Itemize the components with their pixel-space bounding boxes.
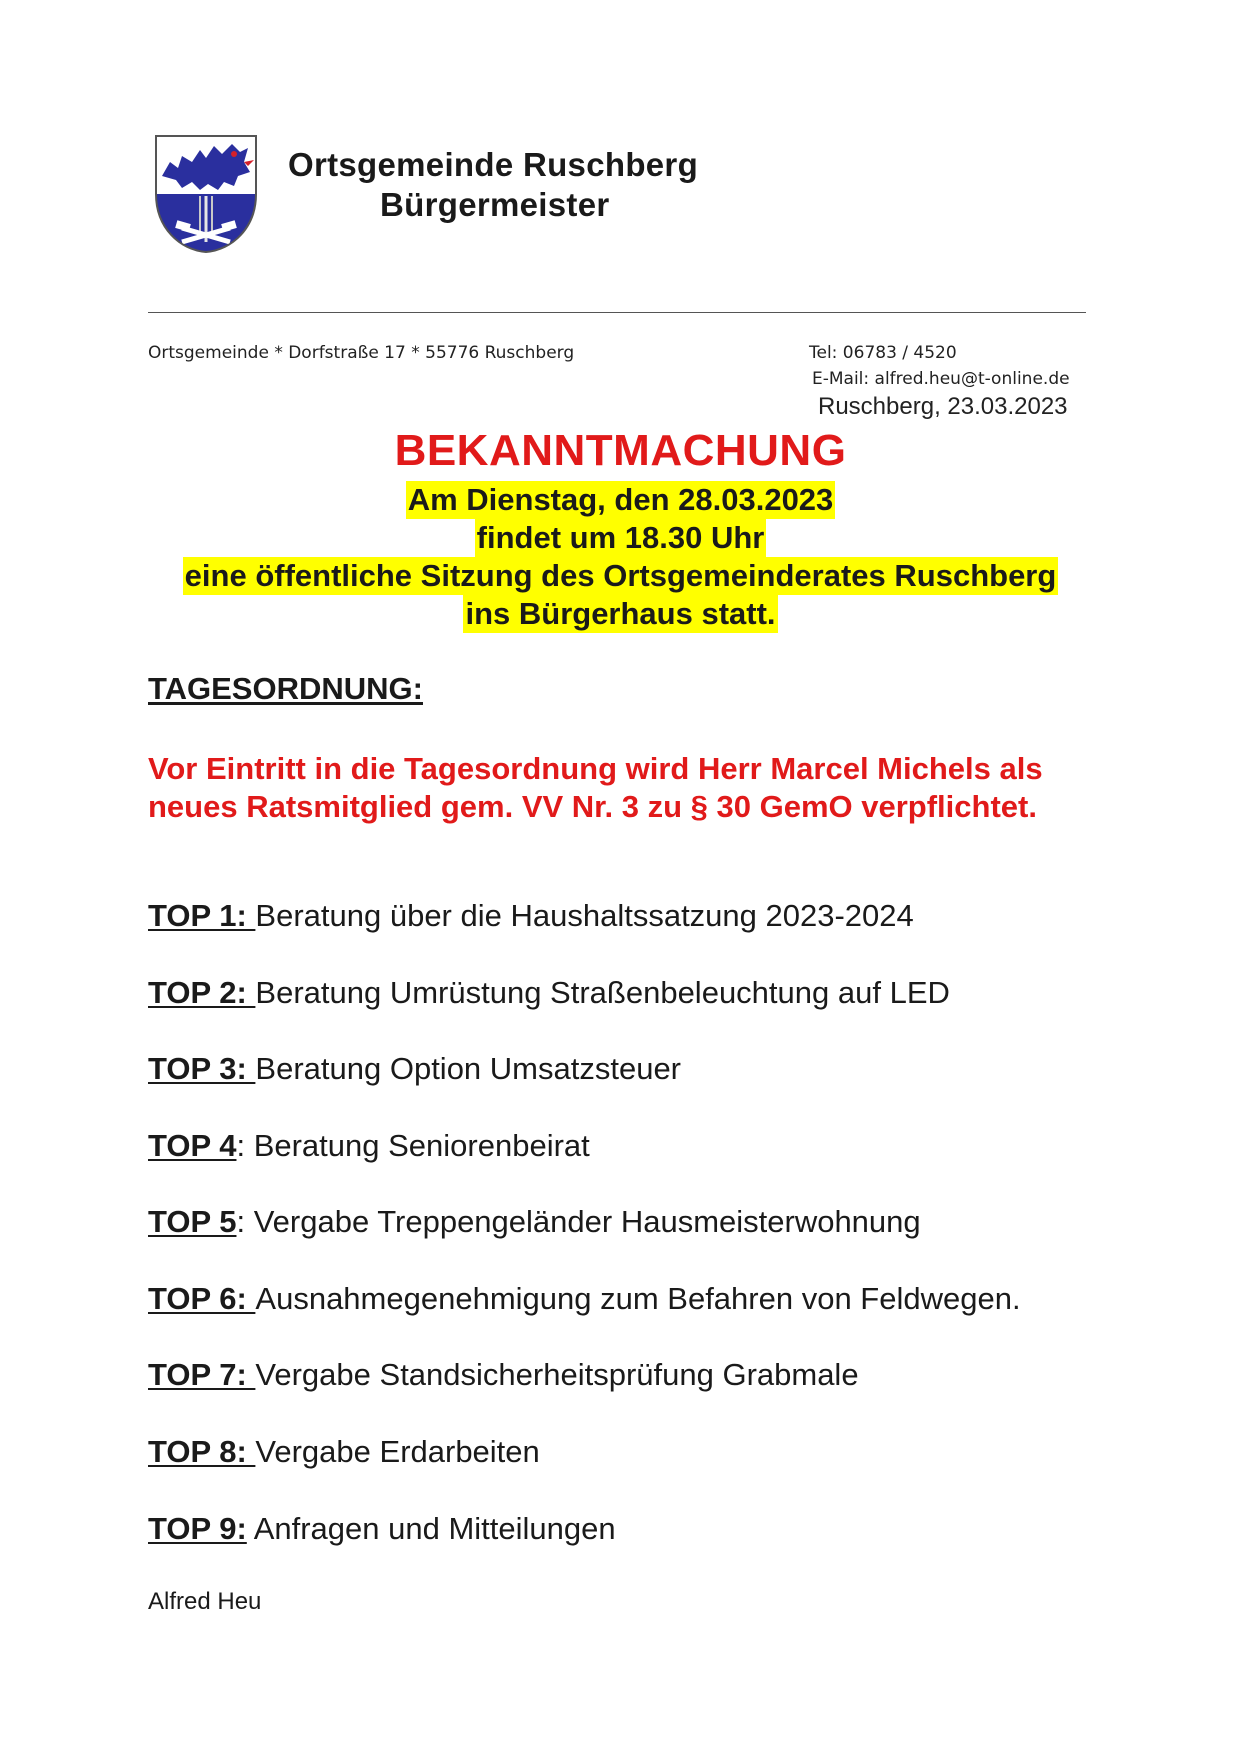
highlighted-text: eine öffentliche Sitzung des Ortsgemeinderates Ruschberg [184, 558, 1057, 593]
agenda-item [148, 1433, 1088, 1471]
header-divider [148, 312, 1086, 313]
agenda-item-label: TOP 4 [148, 1128, 237, 1163]
agenda-item [148, 1356, 1088, 1394]
agenda-item-text: Anfragen und Mitteilungen [246, 1511, 616, 1546]
meeting-info-line [0, 519, 1241, 557]
meeting-info-line [0, 595, 1241, 633]
place-and-date: Ruschberg, 23.03.2023 [818, 393, 1068, 420]
agenda-item [148, 1127, 1088, 1165]
agenda-item-label: TOP 7: [148, 1357, 256, 1392]
agenda-item [148, 1510, 1088, 1548]
agenda-item [148, 1203, 1088, 1241]
email-address: E-Mail: alfred.heu@t-online.de [812, 369, 1070, 389]
agenda-item-label: TOP 3: [148, 1051, 256, 1086]
agenda-item-text: Ausnahmegenehmigung zum Befahren von Feldwegen. [255, 1281, 1021, 1316]
agenda-item-label: TOP 2: [148, 975, 256, 1010]
signature-name: Alfred Heu [148, 1588, 262, 1615]
agenda-item-text: : Vergabe Treppengeländer Hausmeisterwohnung [236, 1204, 921, 1239]
highlighted-text: findet um 18.30 Uhr [476, 520, 765, 555]
agenda-item-text: Vergabe Erdarbeiten [255, 1434, 540, 1469]
agenda-item [148, 1050, 1088, 1088]
agenda-item-text: Vergabe Standsicherheitsprüfung Grabmale [255, 1357, 859, 1392]
announcement-title: BEKANNTMACHUNG [394, 426, 847, 475]
meeting-info-line [0, 481, 1241, 519]
agenda-item [148, 974, 1088, 1012]
coat-of-arms-icon [152, 132, 260, 256]
agenda-item-label: TOP 1: [148, 898, 256, 933]
postal-address: Ortsgemeinde * Dorfstraße 17 * 55776 Ruschberg [148, 343, 575, 363]
agenda-item-label: TOP 5 [148, 1204, 237, 1239]
highlighted-text: Am Dienstag, den 28.03.2023 [407, 482, 834, 517]
agenda-item-label: TOP 6: [148, 1281, 256, 1316]
agenda-item-label: TOP 8: [148, 1434, 256, 1469]
organization-role: Bürgermeister [380, 186, 610, 223]
agenda-item-label: TOP 9: [148, 1511, 247, 1546]
agenda-item-text: Beratung Umrüstung Straßenbeleuchtung auf LED [255, 975, 950, 1010]
organization-name: Ortsgemeinde Ruschberg [288, 146, 699, 183]
telephone: Tel: 06783 / 4520 [809, 343, 957, 363]
agenda-item-text: : Beratung Seniorenbeirat [236, 1128, 590, 1163]
agenda-item-text: Beratung Option Umsatzsteuer [255, 1051, 682, 1086]
agenda-intro-note: Vor Eintritt in die Tagesordnung wird Herr Marcel Michels als neues Ratsmitglied gem. VV Nr. 3 zu § 30 GemO verpflichtet. [148, 751, 1043, 824]
highlighted-text: ins Bürgerhaus statt. [465, 596, 776, 631]
agenda-item-text: Beratung über die Haushaltssatzung 2023-2024 [255, 898, 914, 933]
agenda-heading: TAGESORDNUNG: [148, 671, 423, 706]
meeting-info-line [0, 557, 1241, 595]
agenda-item [148, 897, 1088, 935]
agenda-item [148, 1280, 1088, 1318]
